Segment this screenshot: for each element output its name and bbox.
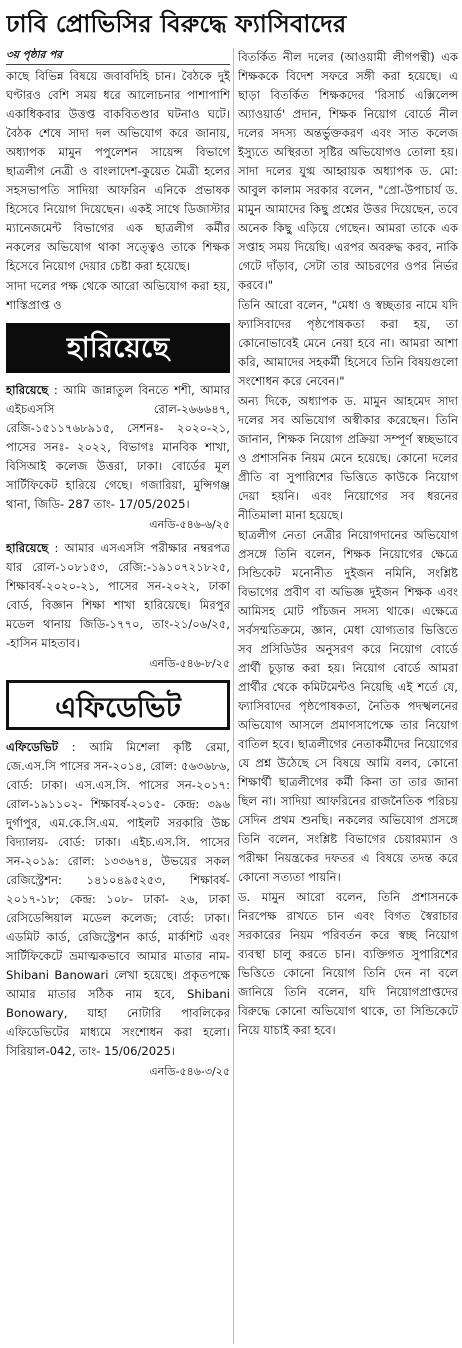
article-paragraph: কাছে বিভিন্ন বিষয়ে জবাবদিহি চান। বৈঠকে দুই ঘণ্টারও বেশি সময় ধরে আলোচনার পাশাপাশি একাধিকবার উত্তপ্ত বাকবিতণ্ডার ঘটনাও ঘটে। বৈঠক শেষে সাদা দল অভিযোগ করে জানায়, অধ্যাপক মামুন পপুলেশন সায়েন্স বিভাগে ছাত্রলীগ নেত্রী ও বাংলাদেশ-কুয়েত মৈত্রী হলের সহসভাপতি সাদিয়া আফরিন এনিকে প্রভাষক হিসেবে নিয়োগ দিয়েছেন। একই সাথে ডিজাস্টার ম্যানেজমেন্ট বিভাগের এক ছাত্রলীগ কর্মীর নকলের অভিযোগ থাকা সত্ত্বেও তাকে শিক্ষক হিসেবে নিয়োগ দেয়ার চেষ্টা করা হয়েছে। xyxy=(6,69,230,273)
continued-rule xyxy=(6,64,230,65)
affidavit-body: : আমি মিশেলা কৃষ্টি রেমা, জে.এস.সি পাসের সন-২০১৪, রোল: ৫৬৩৬৮৬, বোর্ড: ঢাকা। এস.এস.সি. পাসের সন-২০১৭: রোল-১৯১১০২- শিক্ষাবর্ষ-২০১৫- কেন্দ্র: ৩৯৬ দুর্গাপুর, এম.কে.সি.এম. পাইলট সরকারি উচ্চ বিদ্যালয়- বোর্ড: ঢাকা। এইচ.এস.সি. পাসের সন-২০১৯: রোল: ১৩৩৬৭৪, উভয়ের সকল রেজিস্ট্রেশন: ১৪১০৪৯৫২৫৩, শিক্ষাবর্ষ- ২০১৭-১৮; কেন্দ্র: ১০৮- ঢাকা- ২৬, ঢাকা রেসিডেন্সিয়াল মডেল কলেজ; বোর্ড: ঢাকা। এডমিট কার্ড, রেজিস্ট্রেশন কার্ড, মার্কশিট এবং সার্টিফিকেটে ভ্রমাত্মকভাবে আমার মাতার নাম- Shibani Banowari লেখা হয়েছে। প্রকৃতপক্ষে আমার মাতার সঠিক নাম হবে, Shibani Bonowary, যাহা নোটারি পাবলিকের এফিডেভিটের মাধ্যমে সংশোধন করা হলো। সিরিয়াল-042, তাং- 15/06/2025। xyxy=(6,740,230,1058)
article-paragraph: ড. মামুন আরো বলেন, তিনি প্রশাসনকে নিরপেক্ষ রাখতে চান এবং বিগত স্বৈরাচার সরকারের নিয়ম পরিবর্তন করে স্বচ্ছ নিয়োগ ব্যবস্থা চালু করতে চান। ব্যক্তিগত সুপারিশের ভিত্তিতে কোনো নিয়োগ তিনি দেন না বলে জানিয়ে তিনি বলেন, যদি নিয়োগপ্রাপ্তদের বিরুদ্ধে কোনো অভিযোগ থাকে, তা সিন্ডিকেটে নিয়ে যাচাই করা হবে। xyxy=(238,890,458,1037)
lost-ad-body: : আমার এসএসসি পরীক্ষার নম্বরপত্র যার রোল-১০৮১৫৩, রেজি:-১৯১০৭২১৮২৫, শিক্ষাবর্ষ-২০২০-২১, পাসের সন-২০২২, ঢাকা বোর্ড, বিজ্ঞান শিক্ষা শাখা হারিয়েছে। মিরপুর মডেল থানায় জিডি-১৭৭০, তাং-২১/০৬/২৫, -হাসিন মাহতাব। xyxy=(6,541,230,650)
lost-banner: হারিয়েছে xyxy=(6,323,230,373)
lost-ad-lead: হারিয়েছে xyxy=(6,383,49,397)
affidavit-ref: এনডি-৫৪৬-৩/২৫ xyxy=(149,1065,230,1078)
lost-ad-ref: এনডি-৫৪৬-৮/২৫ xyxy=(149,657,230,670)
continued-label: ৩য় পৃষ্ঠার পর xyxy=(6,49,63,61)
article-paragraph: ছাত্রলীগ নেতা নেত্রীর নিয়োগদানের অভিযোগ প্রসঙ্গে তিনি বলেন, শিক্ষক নিয়োগের ক্ষেত্রে সিন্ডিকেট মনোনীত দুইজন নমিনি, সংশ্লিষ্ট বিভাগের প্রবীণ বা অভিজ্ঞ দুইজন শিক্ষক এবং আমিসহ মোট পাঁচজন সদস্য থাকে। এক্ষেত্রে সর্বসম্মতিক্রমে, জ্ঞান, মেধা যোগ্যতার ভিত্তিতে সব প্রসিডিউর অনুসরণ করে নিয়োগ বোর্ডে প্রার্থী চূড়ান্ত করা হয়। নিয়োগ বোর্ডে আমরা প্রার্থীর থেকে কমিটমেন্টও নিয়েছি এই শর্তে যে, ফ্যাসিবাদের পৃষ্ঠপোষকতা, নৈতিক পদস্খলনের অভিযোগ আসলে প্রমাণসাপেক্ষে তার নিয়োগ বাতিল হবে। ছাত্রলীগের নেতাকর্মীদের নিয়োগের যে প্রশ্ন উঠেছে সে বিষয়ে আমি বলব, কোনো শিক্ষার্থী ছাত্রলীগের কর্মী কিনা তা তার জানা ছিল না। সাদিয়া আফরিনের রাজনৈতিক পরিচয় সেদিন প্রথম শুনছি। নকলের অভিযোগ প্রসঙ্গে তিনি বলেন, সংশ্লিষ্ট বিভাগের চেয়ারম্যান ও পরীক্ষা নিয়ন্ত্রকের দফতর এ বিষয়ে তদন্ত করে কোনো সত্যতা পায়নি। xyxy=(238,528,458,884)
left-column xyxy=(6,48,230,1344)
lost-ad-ref: এনডি-৫৪৬-৬/২৫ xyxy=(149,518,230,531)
affidavit-lead: এফিডেভিট xyxy=(6,740,59,754)
affidavit-ad xyxy=(6,738,230,1061)
column-divider xyxy=(233,48,234,1344)
article-paragraph: বিতর্কিত নীল দলের (আওয়ামী লীগপন্থী) এক শিক্ষককে বিদেশ সফরে সঙ্গী করা হয়েছে। এ ছাড়া বিতর্কিত শিক্ষকদের 'রিসার্চ এক্সিলেন্স অ্যাওয়ার্ড' প্রদান, শিক্ষক নিয়োগ বোর্ডে নীল দলের সদস্য অন্তর্ভুক্তকরণ এবং সাত কলেজ ইস্যুতে অস্থিরতা সৃষ্টির অভিযোগও তোলা হয়। সাদা দলের যুগ্ম আহ্বায়ক অধ্যাপক ড. মো: আবুল কালাম সরকার বলেন, "প্রো-উপাচার্য ড. মামুন আমাদের কিছু প্রশ্নের উত্তর দিয়েছেন, তবে অনেক কিছু এড়িয়ে গেছেন। আমরা তাকে এক সপ্তাহ সময় দিয়েছি। এরপর অবরুদ্ধ করব, নাকি গেটে দাঁড়াব, সেটা তার আচরণের ওপর নির্ভর করবে।" xyxy=(238,50,458,292)
lost-ad-lead: হারিয়েছে xyxy=(6,541,49,555)
affidavit-banner: এফিডেভিট xyxy=(6,680,230,730)
headline: ঢাবি প্রোভিসির বিরুদ্ধে ফ্যাসিবাদের xyxy=(6,9,347,38)
right-column xyxy=(238,48,458,1344)
lost-ad xyxy=(6,381,230,514)
lost-ad-body: : আমি জান্নাতুল বিনতে শশী, আমার এইচএসসি রোল-২৬৬৬৪৭, রেজি-১৫১১৭৬৮৯১৫, সেশনঃ- ২০২০-২১, পাসের সনঃ- ২০২২, বিভাগঃ মানবিক শাখা, বিসিআই কলেজ উত্তরা, ঢাকা। বোর্ডের মূল সার্টিফিকেট হারিয়ে গেছে। গজারিয়া, মুন্সিগঞ্জ থানা, জিডি- 287 তাং- 17/05/2025। xyxy=(6,383,230,511)
article-paragraph: তিনি আরো বলেন, "মেধা ও স্বচ্ছতার নামে যদি ফ্যাসিবাদের পৃষ্ঠপোষকতা করা হয়, তা কোনোভাবেই মেনে নেয়া হবে না। আমরা আশা করি, আমাদের সহকর্মী হিসেবে তিনি বিষয়গুলো সংশোধন করে নেবেন।" xyxy=(238,298,458,388)
lost-ad xyxy=(6,539,230,653)
article-paragraph: সাদা দলের পক্ষ থেকে আরো অভিযোগ করা হয়, শাস্তিপ্রাপ্ত ও xyxy=(6,279,230,312)
article-paragraph: অন্য দিকে, অধ্যাপক ড. মামুন আহমেদ সাদা দলের সব অভিযোগ অস্বীকার করেছেন। তিনি জানান, শিক্ষক নিয়োগ প্রক্রিয়া সম্পূর্ণ স্বচ্ছভাবে ও প্রশাসনিক নিয়ম মেনে হয়েছে। কোনো দলের প্রীতি বা সুপারিশের ভিত্তিতে কাউকে নিয়োগ দেয়া হয়নি। এবং নিয়োগের সব ধরনের নীতিমালা মানা হয়েছে। xyxy=(238,394,458,522)
